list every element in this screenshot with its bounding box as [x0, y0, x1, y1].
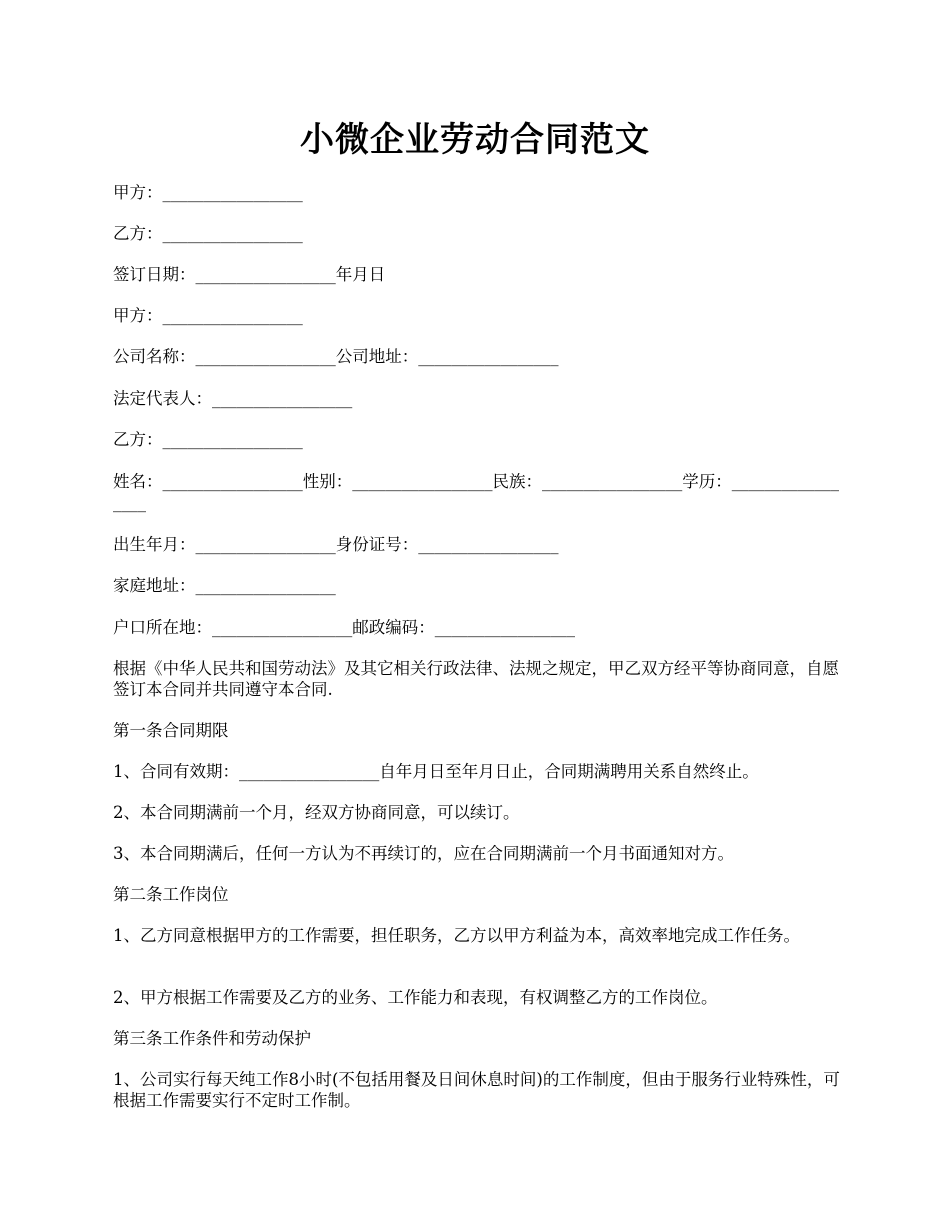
party-a-line: 甲方：_________________ [113, 183, 303, 202]
article-3-heading: 第三条工作条件和劳动保护 [113, 1029, 311, 1048]
birth-id-line: 出生年月：_________________身份证号：_________________ [113, 535, 559, 554]
article-3-clause-1: 1、公司实行每天纯工作8小时(不包括用餐及日间休息时间)的工作制度，但由于服务行业特殊性，可根据工作需要实行不定时工作制。 [113, 1070, 840, 1110]
signing-date-line: 签订日期：_________________年月日 [113, 265, 386, 284]
article-1-heading: 第一条合同期限 [113, 721, 229, 740]
party-b-line: 乙方：_________________ [113, 224, 303, 243]
article-1-clause-1: 1、合同有效期：_________________自年月日至年月日止，合同期满聘用关系自然终止。 [113, 762, 759, 781]
home-address-line: 家庭地址：_________________ [113, 576, 336, 595]
legal-representative-line: 法定代表人：_________________ [113, 389, 353, 408]
company-name-address-line: 公司名称：_________________公司地址：_________________ [113, 347, 559, 366]
party-b-heading: 乙方：_________________ [113, 430, 303, 449]
party-a-heading: 甲方：_________________ [113, 306, 303, 325]
personal-info-line: 姓名：_________________性别：_________________民族：_________________学历：_________________ [113, 472, 839, 512]
article-2-heading: 第二条工作岗位 [113, 885, 229, 904]
household-postcode-line: 户口所在地：_________________邮政编码：_________________ [113, 618, 575, 637]
article-2-clause-2: 2、甲方根据工作需要及乙方的业务、工作能力和表现，有权调整乙方的工作岗位。 [113, 988, 718, 1007]
preamble-paragraph: 根据《中华人民共和国劳动法》及其它相关行政法律、法规之规定，甲乙双方经平等协商同意，自愿签订本合同并共同遵守本合同. [113, 659, 839, 699]
article-2-clause-1: 1、乙方同意根据甲方的工作需要，担任职务，乙方以甲方利益为本，高效率地完成工作任务。 [113, 926, 800, 945]
article-1-clause-3: 3、本合同期满后，任何一方认为不再续订的，应在合同期满前一个月书面通知对方。 [113, 844, 734, 863]
document-title: 小微企业劳动合同范文 [300, 120, 650, 160]
article-1-clause-2: 2、本合同期满前一个月，经双方协商同意，可以续订。 [113, 803, 520, 822]
